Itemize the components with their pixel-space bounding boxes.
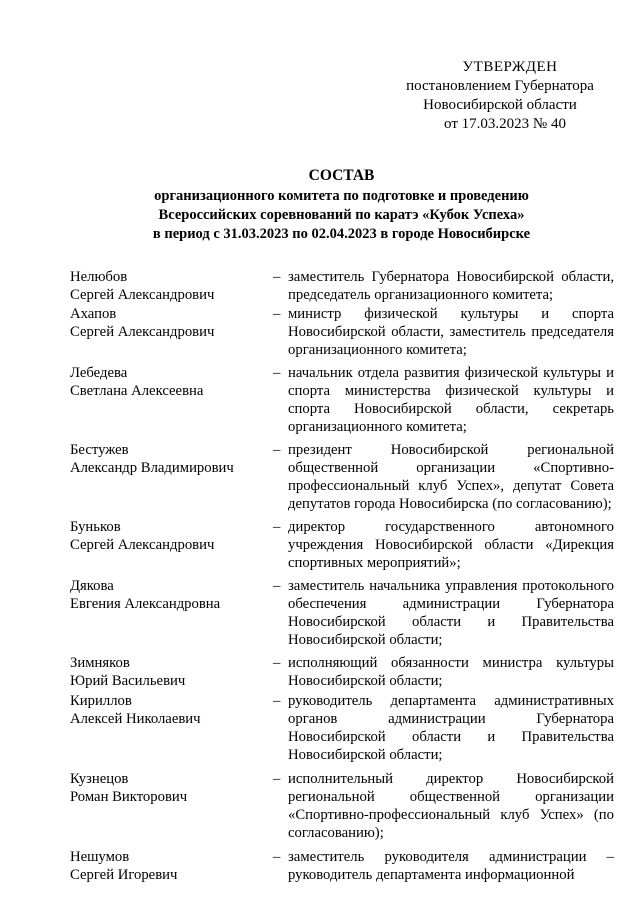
member-row bbox=[70, 848, 614, 884]
member-role: заместитель Губернатора Новосибирской области, председатель организационного комитета; bbox=[288, 269, 614, 303]
member-surname: Кузнецов bbox=[70, 771, 129, 787]
heading-line-3: в период с 31.03.2023 по 02.04.2023 в городе Новосибирске bbox=[152, 226, 531, 242]
member-row bbox=[70, 441, 614, 513]
member-row bbox=[70, 364, 614, 436]
member-surname: Ахапов bbox=[70, 306, 117, 322]
member-row bbox=[70, 770, 614, 842]
member-person bbox=[70, 364, 273, 400]
member-dash: – bbox=[273, 771, 281, 787]
member-dash: – bbox=[273, 365, 281, 381]
member-role: заместитель руководителя администрации – руководитель департамента информационной bbox=[288, 849, 614, 883]
member-full-name: Александр Владимирович bbox=[70, 460, 234, 476]
approval-date: от 17.03.2023 № 40 bbox=[444, 116, 566, 132]
member-dash: – bbox=[273, 442, 281, 458]
member-surname: Зимняков bbox=[70, 655, 130, 671]
member-dash: – bbox=[273, 269, 281, 285]
member-dash: – bbox=[273, 519, 281, 535]
member-full-name: Евгения Александровна bbox=[70, 596, 221, 612]
heading-line-2: Всероссийских соревнований по каратэ «Кубок Успеха» bbox=[158, 207, 525, 223]
member-dash: – bbox=[273, 693, 281, 709]
member-dash: – bbox=[273, 578, 281, 594]
approval-line-1: постановлением Губернатора bbox=[406, 78, 594, 94]
member-surname: Кириллов bbox=[70, 693, 132, 709]
member-person bbox=[70, 441, 273, 477]
member-full-name: Светлана Алексеевна bbox=[70, 383, 204, 399]
member-person bbox=[70, 268, 273, 304]
member-row bbox=[70, 577, 614, 649]
member-person bbox=[70, 848, 273, 884]
member-surname: Нешумов bbox=[70, 849, 130, 865]
member-full-name: Роман Викторович bbox=[70, 789, 188, 805]
member-dash: – bbox=[273, 655, 281, 671]
document-heading bbox=[0, 166, 640, 244]
member-role: начальник отдела развития физической культуры и спорта министерства физической культуры и спорта Новосибирской области, секретарь организационного комитета; bbox=[288, 365, 614, 435]
member-surname: Лебедева bbox=[70, 365, 128, 381]
approval-line-2: Новосибирской области bbox=[423, 97, 577, 113]
member-person bbox=[70, 692, 273, 728]
member-person bbox=[70, 305, 273, 341]
member-role: президент Новосибирской региональной общественной организации «Спортивно-профессиональный клуб Успех», депутат Совета депутатов города Новосибирска (по согласованию); bbox=[288, 442, 614, 512]
member-surname: Дякова bbox=[70, 578, 114, 594]
member-row bbox=[70, 518, 614, 572]
member-full-name: Сергей Александрович bbox=[70, 537, 215, 553]
heading-line-1: организационного комитета по подготовке и проведению bbox=[154, 188, 529, 204]
member-role: исполняющий обязанности министра культуры Новосибирской области; bbox=[288, 655, 614, 689]
member-dash: – bbox=[273, 849, 281, 865]
document-title: СОСТАВ bbox=[308, 167, 375, 184]
member-role: директор государственного автономного учреждения Новосибирской области «Дирекция спортивных мероприятий»; bbox=[288, 519, 614, 571]
member-full-name: Сергей Александрович bbox=[70, 324, 215, 340]
member-person bbox=[70, 518, 273, 554]
member-dash: – bbox=[273, 306, 281, 322]
member-role: исполнительный директор Новосибирской региональной общественной организации «Спортивно-профессиональный клуб Успех» (по согласованию); bbox=[288, 771, 614, 841]
member-full-name: Сергей Игоревич bbox=[70, 867, 178, 883]
member-row bbox=[70, 268, 614, 304]
member-full-name: Юрий Васильевич bbox=[70, 673, 186, 689]
member-role: заместитель начальника управления протокольного обеспечения администрации Губернатора Новосибирской области и Правительства Новосибирской области; bbox=[288, 578, 614, 648]
member-person bbox=[70, 577, 273, 613]
member-surname: Нелюбов bbox=[70, 269, 128, 285]
approval-title: УТВЕРЖДЕН bbox=[462, 59, 558, 75]
committee-members-list bbox=[70, 268, 614, 884]
member-role: министр физической культуры и спорта Новосибирской области, заместитель председателя организационного комитета; bbox=[288, 306, 614, 358]
member-full-name: Сергей Александрович bbox=[70, 287, 215, 303]
member-row bbox=[70, 692, 614, 764]
approval-stamp bbox=[395, 58, 605, 134]
member-role: руководитель департамента административных органов администрации Губернатора Новосибирской области и Правительства Новосибирской области; bbox=[288, 693, 614, 763]
member-surname: Буньков bbox=[70, 519, 121, 535]
member-row bbox=[70, 305, 614, 359]
member-surname: Бестужев bbox=[70, 442, 129, 458]
member-person bbox=[70, 654, 273, 690]
member-row bbox=[70, 654, 614, 690]
member-person bbox=[70, 770, 273, 806]
member-full-name: Алексей Николаевич bbox=[70, 711, 201, 727]
